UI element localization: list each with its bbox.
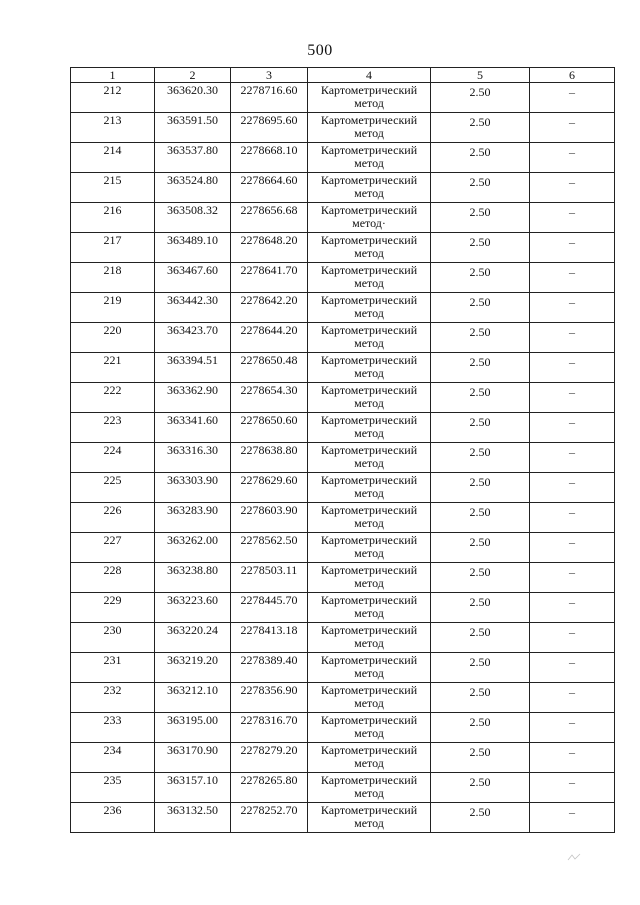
method-line-1: Картометрический <box>320 443 418 457</box>
method-cell <box>308 743 431 773</box>
table-row <box>71 293 615 323</box>
y-coordinate-cell: 2278695.60 <box>231 113 308 143</box>
x-coordinate-cell: 363423.70 <box>155 323 231 353</box>
accuracy-cell: 2.50 <box>431 263 530 293</box>
description-cell: – <box>530 533 615 563</box>
point-number-cell: 214 <box>71 143 155 173</box>
accuracy-cell: 2.50 <box>431 353 530 383</box>
x-coordinate-cell: 363283.90 <box>155 503 231 533</box>
table-row <box>71 593 615 623</box>
table-row <box>71 803 615 833</box>
method-line-1: Картометрический <box>320 353 418 367</box>
method-line-2: метод <box>354 246 384 260</box>
accuracy-cell: 2.50 <box>431 323 530 353</box>
method-cell <box>308 773 431 803</box>
table-row <box>71 533 615 563</box>
point-number-cell: 227 <box>71 533 155 563</box>
table-row <box>71 623 615 653</box>
point-number-cell: 229 <box>71 593 155 623</box>
method-cell <box>308 263 431 293</box>
description-cell: – <box>530 683 615 713</box>
x-coordinate-cell: 363219.20 <box>155 653 231 683</box>
method-line-2: метод <box>354 306 384 320</box>
accuracy-cell: 2.50 <box>431 83 530 113</box>
method-cell <box>308 593 431 623</box>
point-number-cell: 228 <box>71 563 155 593</box>
point-number-cell: 212 <box>71 83 155 113</box>
accuracy-cell: 2.50 <box>431 803 530 833</box>
method-line-2: метод <box>354 396 384 410</box>
description-cell: – <box>530 173 615 203</box>
x-coordinate-cell: 363591.50 <box>155 113 231 143</box>
table-row <box>71 383 615 413</box>
x-coordinate-cell: 363303.90 <box>155 473 231 503</box>
method-line-1: Картометрический <box>320 263 418 277</box>
description-cell: – <box>530 593 615 623</box>
method-line-2: метод <box>354 366 384 380</box>
method-cell <box>308 143 431 173</box>
method-line-1: Картометрический <box>320 143 418 157</box>
point-number-cell: 222 <box>71 383 155 413</box>
table-header-row <box>71 68 615 83</box>
method-cell <box>308 113 431 143</box>
y-coordinate-cell: 2278638.80 <box>231 443 308 473</box>
point-number-cell: 226 <box>71 503 155 533</box>
coordinates-table <box>70 67 615 833</box>
method-line-1: Картометрический <box>320 293 418 307</box>
method-cell <box>308 233 431 263</box>
table-row <box>71 503 615 533</box>
method-line-1: Картометрический <box>320 83 418 97</box>
y-coordinate-cell: 2278654.30 <box>231 383 308 413</box>
accuracy-cell: 2.50 <box>431 383 530 413</box>
method-cell <box>308 473 431 503</box>
description-cell: – <box>530 293 615 323</box>
y-coordinate-cell: 2278648.20 <box>231 233 308 263</box>
table-row <box>71 173 615 203</box>
method-line-2: метод <box>354 756 384 770</box>
description-cell: – <box>530 563 615 593</box>
description-cell: – <box>530 233 615 263</box>
x-coordinate-cell: 363442.30 <box>155 293 231 323</box>
method-line-1: Картометрический <box>320 653 418 667</box>
point-number-cell: 225 <box>71 473 155 503</box>
method-line-2: метод <box>354 816 384 830</box>
method-line-2: метод <box>354 726 384 740</box>
method-line-1: Картометрический <box>320 203 418 217</box>
description-cell: – <box>530 443 615 473</box>
accuracy-cell: 2.50 <box>431 473 530 503</box>
method-line-2: метод <box>354 696 384 710</box>
accuracy-cell: 2.50 <box>431 203 530 233</box>
table-row <box>71 773 615 803</box>
accuracy-cell: 2.50 <box>431 533 530 563</box>
accuracy-cell: 2.50 <box>431 143 530 173</box>
point-number-cell: 215 <box>71 173 155 203</box>
method-line-2: метод <box>354 336 384 350</box>
point-number-cell: 234 <box>71 743 155 773</box>
y-coordinate-cell: 2278503.11 <box>231 563 308 593</box>
method-line-1: Картометрический <box>320 713 418 727</box>
column-header-x: 2 <box>155 68 231 83</box>
accuracy-cell: 2.50 <box>431 503 530 533</box>
x-coordinate-cell: 363195.00 <box>155 713 231 743</box>
x-coordinate-cell: 363157.10 <box>155 773 231 803</box>
table-row <box>71 413 615 443</box>
method-cell <box>308 713 431 743</box>
method-cell <box>308 683 431 713</box>
x-coordinate-cell: 363220.24 <box>155 623 231 653</box>
description-cell: – <box>530 263 615 293</box>
scan-artifact-mark <box>566 851 582 863</box>
point-number-cell: 224 <box>71 443 155 473</box>
accuracy-cell: 2.50 <box>431 713 530 743</box>
point-number-cell: 219 <box>71 293 155 323</box>
table-row <box>71 713 615 743</box>
column-header-y: 3 <box>231 68 308 83</box>
method-line-1: Картометрический <box>320 323 418 337</box>
y-coordinate-cell: 2278603.90 <box>231 503 308 533</box>
method-line-1: Картометрический <box>320 773 418 787</box>
method-cell <box>308 353 431 383</box>
point-number-cell: 233 <box>71 713 155 743</box>
method-cell <box>308 653 431 683</box>
method-cell <box>308 623 431 653</box>
y-coordinate-cell: 2278413.18 <box>231 623 308 653</box>
method-line-1: Картометрический <box>320 803 418 817</box>
method-cell <box>308 803 431 833</box>
y-coordinate-cell: 2278644.20 <box>231 323 308 353</box>
x-coordinate-cell: 363170.90 <box>155 743 231 773</box>
table-row <box>71 743 615 773</box>
x-coordinate-cell: 363524.80 <box>155 173 231 203</box>
accuracy-cell: 2.50 <box>431 743 530 773</box>
y-coordinate-cell: 2278656.68 <box>231 203 308 233</box>
column-header-accuracy: 5 <box>431 68 530 83</box>
method-line-1: Картометрический <box>320 623 418 637</box>
point-number-cell: 223 <box>71 413 155 443</box>
point-number-cell: 230 <box>71 623 155 653</box>
y-coordinate-cell: 2278356.90 <box>231 683 308 713</box>
y-coordinate-cell: 2278668.10 <box>231 143 308 173</box>
x-coordinate-cell: 363132.50 <box>155 803 231 833</box>
y-coordinate-cell: 2278664.60 <box>231 173 308 203</box>
method-line-2: метод <box>354 186 384 200</box>
y-coordinate-cell: 2278650.60 <box>231 413 308 443</box>
method-line-1: Картометрический <box>320 473 418 487</box>
description-cell: – <box>530 113 615 143</box>
x-coordinate-cell: 363362.90 <box>155 383 231 413</box>
point-number-cell: 220 <box>71 323 155 353</box>
accuracy-cell: 2.50 <box>431 113 530 143</box>
x-coordinate-cell: 363341.60 <box>155 413 231 443</box>
table-row <box>71 473 615 503</box>
method-line-1: Картометрический <box>320 503 418 517</box>
table-row <box>71 323 615 353</box>
method-cell <box>308 323 431 353</box>
x-coordinate-cell: 363508.32 <box>155 203 231 233</box>
description-cell: – <box>530 383 615 413</box>
table-row <box>71 233 615 263</box>
x-coordinate-cell: 363316.30 <box>155 443 231 473</box>
method-line-1: Картометрический <box>320 743 418 757</box>
method-line-1: Картометрический <box>320 533 418 547</box>
method-cell <box>308 533 431 563</box>
x-coordinate-cell: 363537.80 <box>155 143 231 173</box>
method-line-1: Картометрический <box>320 233 418 247</box>
method-line-2: метод <box>354 456 384 470</box>
method-line-2: метод <box>354 156 384 170</box>
y-coordinate-cell: 2278316.70 <box>231 713 308 743</box>
description-cell: – <box>530 803 615 833</box>
method-line-2: метод <box>354 606 384 620</box>
x-coordinate-cell: 363238.80 <box>155 563 231 593</box>
point-number-cell: 216 <box>71 203 155 233</box>
accuracy-cell: 2.50 <box>431 293 530 323</box>
method-line-2: метод <box>354 666 384 680</box>
table-row <box>71 203 615 233</box>
table-row <box>71 143 615 173</box>
point-number-cell: 236 <box>71 803 155 833</box>
column-header-description: 6 <box>530 68 615 83</box>
accuracy-cell: 2.50 <box>431 563 530 593</box>
method-cell <box>308 203 431 233</box>
accuracy-cell: 2.50 <box>431 593 530 623</box>
point-number-cell: 221 <box>71 353 155 383</box>
description-cell: – <box>530 413 615 443</box>
y-coordinate-cell: 2278629.60 <box>231 473 308 503</box>
description-cell: – <box>530 83 615 113</box>
method-cell <box>308 413 431 443</box>
method-line-2: метод· <box>352 216 386 230</box>
y-coordinate-cell: 2278650.48 <box>231 353 308 383</box>
y-coordinate-cell: 2278252.70 <box>231 803 308 833</box>
y-coordinate-cell: 2278562.50 <box>231 533 308 563</box>
accuracy-cell: 2.50 <box>431 233 530 263</box>
description-cell: – <box>530 353 615 383</box>
table-row <box>71 443 615 473</box>
accuracy-cell: 2.50 <box>431 773 530 803</box>
method-line-2: метод <box>354 96 384 110</box>
method-line-2: метод <box>354 786 384 800</box>
table-row <box>71 263 615 293</box>
description-cell: – <box>530 713 615 743</box>
description-cell: – <box>530 653 615 683</box>
x-coordinate-cell: 363489.10 <box>155 233 231 263</box>
description-cell: – <box>530 623 615 653</box>
method-line-2: метод <box>354 636 384 650</box>
x-coordinate-cell: 363394.51 <box>155 353 231 383</box>
method-cell <box>308 83 431 113</box>
point-number-cell: 218 <box>71 263 155 293</box>
description-cell: – <box>530 323 615 353</box>
description-cell: – <box>530 203 615 233</box>
description-cell: – <box>530 743 615 773</box>
accuracy-cell: 2.50 <box>431 413 530 443</box>
column-header-method: 4 <box>308 68 431 83</box>
description-cell: – <box>530 473 615 503</box>
method-line-2: метод <box>354 276 384 290</box>
table-row <box>71 353 615 383</box>
table-row <box>71 113 615 143</box>
y-coordinate-cell: 2278641.70 <box>231 263 308 293</box>
method-line-1: Картометрический <box>320 383 418 397</box>
table-row <box>71 83 615 113</box>
x-coordinate-cell: 363212.10 <box>155 683 231 713</box>
table-row <box>71 683 615 713</box>
y-coordinate-cell: 2278716.60 <box>231 83 308 113</box>
method-line-1: Картометрический <box>320 113 418 127</box>
column-header-point: 1 <box>71 68 155 83</box>
y-coordinate-cell: 2278279.20 <box>231 743 308 773</box>
method-line-1: Картометрический <box>320 413 418 427</box>
description-cell: – <box>530 773 615 803</box>
method-cell <box>308 293 431 323</box>
table-row <box>71 563 615 593</box>
accuracy-cell: 2.50 <box>431 443 530 473</box>
method-cell <box>308 173 431 203</box>
y-coordinate-cell: 2278445.70 <box>231 593 308 623</box>
method-line-2: метод <box>354 546 384 560</box>
point-number-cell: 232 <box>71 683 155 713</box>
method-line-1: Картометрический <box>320 683 418 697</box>
x-coordinate-cell: 363223.60 <box>155 593 231 623</box>
accuracy-cell: 2.50 <box>431 653 530 683</box>
method-cell <box>308 503 431 533</box>
x-coordinate-cell: 363262.00 <box>155 533 231 563</box>
method-line-2: метод <box>354 516 384 530</box>
method-cell <box>308 383 431 413</box>
y-coordinate-cell: 2278265.80 <box>231 773 308 803</box>
point-number-cell: 217 <box>71 233 155 263</box>
method-line-2: метод <box>354 486 384 500</box>
method-line-1: Картометрический <box>320 593 418 607</box>
x-coordinate-cell: 363620.30 <box>155 83 231 113</box>
accuracy-cell: 2.50 <box>431 623 530 653</box>
point-number-cell: 235 <box>71 773 155 803</box>
y-coordinate-cell: 2278642.20 <box>231 293 308 323</box>
method-line-2: метод <box>354 576 384 590</box>
method-line-2: метод <box>354 126 384 140</box>
method-line-1: Картометрический <box>320 173 418 187</box>
table-row <box>71 653 615 683</box>
point-number-cell: 231 <box>71 653 155 683</box>
x-coordinate-cell: 363467.60 <box>155 263 231 293</box>
point-number-cell: 213 <box>71 113 155 143</box>
description-cell: – <box>530 143 615 173</box>
method-line-2: метод <box>354 426 384 440</box>
accuracy-cell: 2.50 <box>431 173 530 203</box>
page-number: 500 <box>307 42 333 59</box>
method-cell <box>308 563 431 593</box>
method-cell <box>308 443 431 473</box>
method-line-1: Картометрический <box>320 563 418 577</box>
accuracy-cell: 2.50 <box>431 683 530 713</box>
description-cell: – <box>530 503 615 533</box>
y-coordinate-cell: 2278389.40 <box>231 653 308 683</box>
